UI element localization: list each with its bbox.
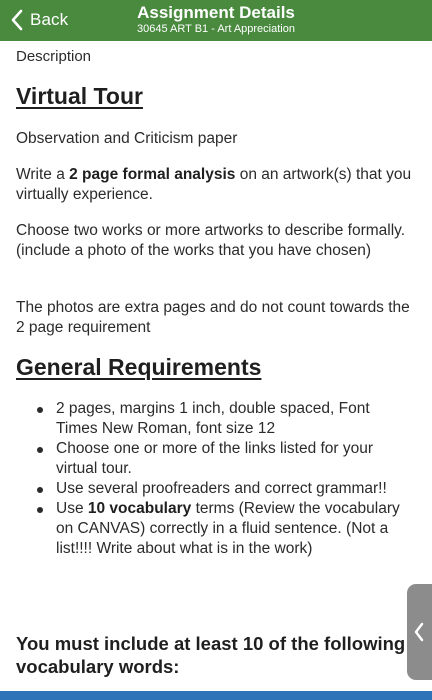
- write-suffix: on an artwork(s) that you virtually experience.: [16, 166, 412, 203]
- bullet: [37, 507, 43, 513]
- write-bold: 2 page formal analysis: [69, 166, 236, 183]
- chevron-left-icon: [10, 9, 24, 31]
- page-title: Assignment Details: [137, 3, 295, 22]
- list-item: [16, 479, 412, 499]
- back-label: Back: [30, 10, 69, 29]
- chevron-left-icon: [413, 622, 425, 642]
- description-label: Description: [16, 48, 92, 65]
- bottom-bar: [0, 691, 432, 700]
- bullet: [37, 407, 43, 413]
- general-requirements-heading: General Requirements: [16, 354, 262, 380]
- vocabulary-heading: You must include at least 10 of the following vocabulary words:: [16, 633, 406, 677]
- navigation-bar: [0, 0, 432, 41]
- write-paragraph: [16, 165, 412, 205]
- requirements-list: [16, 399, 412, 559]
- requirement-text: Use several proofreaders and correct grammar!!: [56, 480, 387, 497]
- list-item: [16, 399, 412, 439]
- intro-paragraph: Observation and Criticism paper: [16, 130, 238, 147]
- requirement-bold: 10 vocabulary: [87, 500, 192, 517]
- side-panel-handle[interactable]: [407, 584, 432, 680]
- nav-title-group: [100, 3, 332, 36]
- list-item: [16, 439, 412, 479]
- requirement-suffix: terms (Review the vocabulary on CANVAS) correctly in a fluid sentence. (Not a list!!!! Write about what is in the work): [56, 500, 400, 557]
- write-prefix: Write a: [16, 166, 70, 183]
- back-button[interactable]: [10, 7, 68, 33]
- requirement-text: [56, 500, 400, 557]
- photos-paragraph: The photos are extra pages and do not count towards the 2 page requirement: [16, 299, 410, 336]
- requirement-prefix: Use: [56, 500, 88, 517]
- course-subtitle: 30645 ART B1 - Art Appreciation: [137, 23, 295, 35]
- choose-paragraph: Choose two works or more artworks to describe formally. (include a photo of the works that you have chosen): [16, 222, 406, 259]
- list-item: [16, 499, 412, 559]
- requirement-text: 2 pages, margins 1 inch, double spaced, Font Times New Roman, font size 12: [56, 400, 370, 437]
- bullet: [37, 447, 43, 453]
- requirement-text: Choose one or more of the links listed for your virtual tour.: [56, 440, 374, 477]
- bullet: [37, 487, 43, 493]
- virtual-tour-heading: Virtual Tour: [16, 83, 143, 109]
